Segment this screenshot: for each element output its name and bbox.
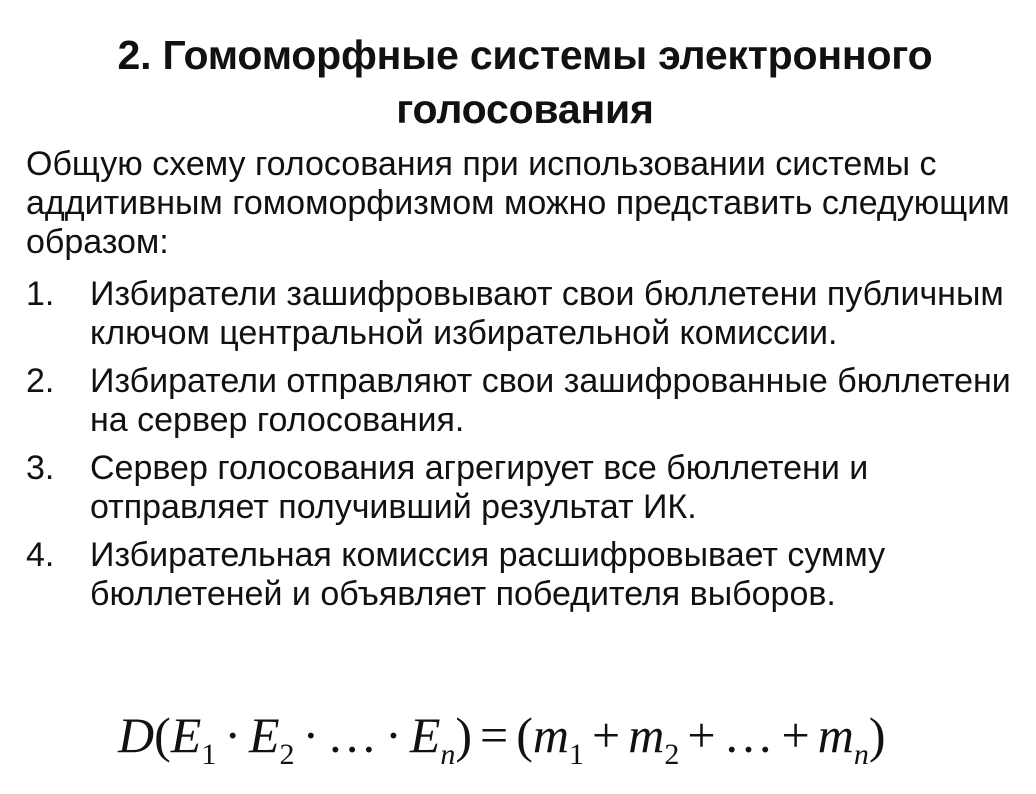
- formula-var: m: [817, 707, 854, 763]
- formula-sub: n: [440, 738, 456, 771]
- formula-sub: 1: [569, 738, 584, 771]
- formula-sub: 2: [279, 738, 295, 771]
- formula-sub: 2: [664, 738, 680, 771]
- step-text: Избиратели отправляют свои зашифрованные бюллетени на сервер голосования.: [90, 362, 1011, 439]
- formula-op: +: [687, 707, 716, 763]
- formula-sub: n: [853, 738, 869, 771]
- list-item: [26, 275, 1016, 353]
- steps-list: [26, 275, 1016, 623]
- step-number: 4.: [26, 536, 55, 574]
- step-number: 1.: [26, 275, 55, 313]
- slide-title: 2. Гомоморфные системы электронного голосования: [117, 32, 933, 132]
- formula-fn: D: [118, 707, 155, 763]
- decryption-formula: $D(E_1 \cdot E_2$ · … · $E_n) = (m_1 + m_2$ + … + $m_n$): [118, 707, 886, 771]
- formula-var: m: [628, 707, 665, 763]
- step-text: Избиратели зашифровывают свои бюллетени публичным ключом центральной избирательной комиссии.: [90, 275, 1004, 352]
- intro-paragraph: Общую схему голосования при использовании системы с аддитивным гомоморфизмом можно представить следующим образом:: [26, 145, 1010, 261]
- list-item: [26, 449, 1016, 527]
- list-item: [26, 536, 1016, 614]
- list-item: [26, 362, 1016, 440]
- formula-op: …: [327, 707, 378, 763]
- step-text: Избирательная комиссия расшифровывает сумму бюллетеней и объявляет победителя выборов.: [90, 536, 886, 613]
- formula-var: E: [170, 707, 202, 763]
- formula-op: =: [480, 707, 509, 763]
- formula-op: ·: [302, 707, 320, 763]
- formula-sub: 1: [201, 738, 217, 771]
- step-number: 2.: [26, 362, 55, 400]
- formula-op: ·: [385, 707, 402, 763]
- step-number: 3.: [26, 449, 55, 487]
- formula-op: ·: [224, 707, 241, 763]
- formula-op: +: [781, 707, 810, 763]
- step-text: Сервер голосования агрегирует все бюллетени и отправляет получивший результат ИК.: [90, 449, 869, 526]
- formula-var: m: [532, 707, 569, 763]
- formula-op: …: [723, 707, 774, 763]
- formula-var: E: [248, 707, 280, 763]
- formula-var: E: [409, 707, 441, 763]
- formula-op: +: [592, 707, 621, 763]
